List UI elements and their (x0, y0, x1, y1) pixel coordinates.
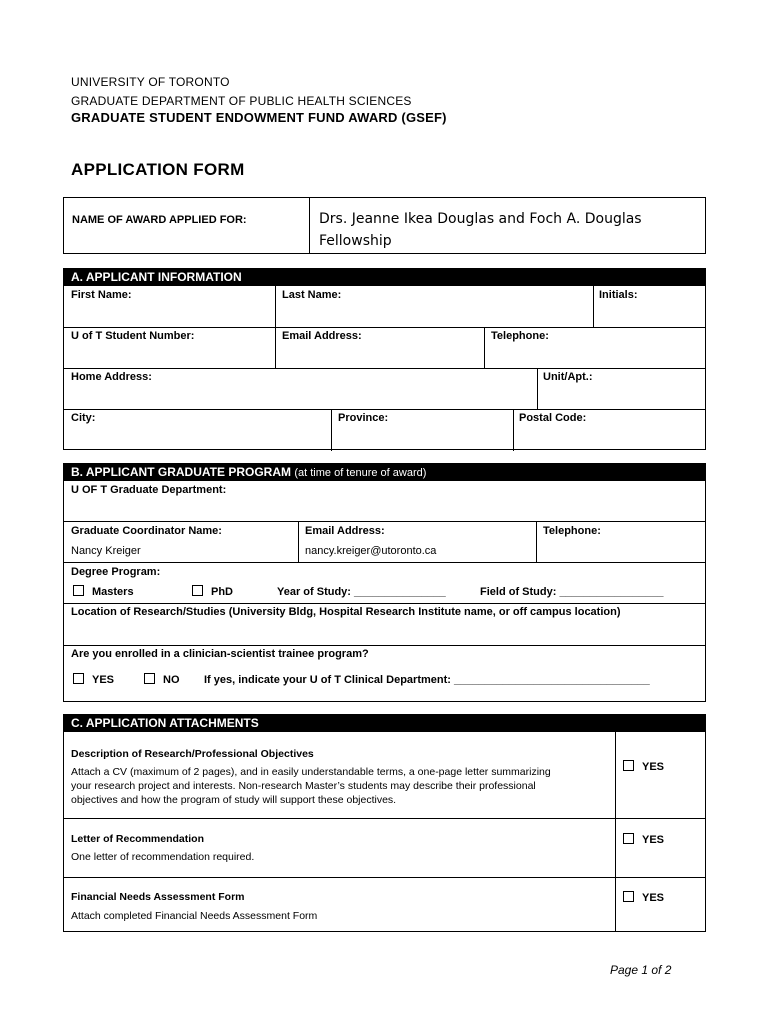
clinician-yes-checkbox[interactable] (73, 673, 84, 684)
divider (513, 409, 514, 451)
field-of-study-field[interactable]: Field of Study: _________________ (480, 586, 664, 598)
divider (64, 562, 705, 563)
clinician-no-label: NO (163, 674, 180, 686)
attachment-title: Description of Research/Professional Objectives (71, 748, 314, 760)
divider (64, 818, 705, 819)
section-applicant-information (63, 268, 706, 450)
divider (64, 603, 705, 604)
first-name-field[interactable]: First Name: (71, 289, 132, 301)
coordinator-telephone-field[interactable]: Telephone: (543, 525, 601, 537)
attachment-description-line: Attach a CV (maximum of 2 pages), and in easily understandable terms, a one-page letter summarizing (71, 766, 551, 778)
section-b-title-text: B. APPLICANT GRADUATE PROGRAM (71, 465, 291, 479)
attachment-description-line: your research project and interests. Non-research Master’s students may describe their professional (71, 780, 536, 792)
recommendation-yes-option[interactable] (623, 833, 664, 846)
department-name: GRADUATE DEPARTMENT OF PUBLIC HEALTH SCIENCES (71, 94, 412, 108)
divider (64, 368, 705, 369)
divider (64, 645, 705, 646)
degree-program-label: Degree Program: (71, 566, 161, 578)
masters-label: Masters (92, 586, 134, 598)
section-c-title: C. APPLICATION ATTACHMENTS (64, 715, 705, 732)
financial-needs-checkbox[interactable] (623, 891, 634, 902)
divider (537, 368, 538, 409)
attachment-title: Letter of Recommendation (71, 833, 205, 845)
clinician-yes-option[interactable] (73, 673, 114, 686)
last-name-field[interactable]: Last Name: (282, 289, 342, 301)
divider (298, 521, 299, 562)
clinician-no-option[interactable] (144, 673, 180, 686)
postal-code-field[interactable]: Postal Code: (519, 412, 587, 424)
attachment-description: One letter of recommendation required. (71, 851, 255, 863)
divider (275, 286, 276, 327)
telephone-field[interactable]: Telephone: (491, 330, 549, 342)
masters-option[interactable] (73, 585, 134, 598)
section-b-title-note: (at time of tenure of award) (294, 467, 427, 479)
yes-label: YES (642, 892, 665, 904)
coordinator-email-label: Email Address: (305, 525, 385, 537)
section-graduate-program (63, 463, 706, 702)
award-value[interactable]: Drs. Jeanne Ikea Douglas and Foch A. Douglas Fellowship (319, 211, 642, 249)
section-application-attachments (63, 714, 706, 932)
city-field[interactable]: City: (71, 412, 96, 424)
divider (64, 409, 705, 410)
clinician-yes-label: YES (92, 674, 115, 686)
divider (536, 521, 537, 562)
clinician-no-checkbox[interactable] (144, 673, 155, 684)
divider (484, 327, 485, 368)
section-a-title: A. APPLICANT INFORMATION (64, 269, 705, 286)
phd-label: PhD (211, 586, 233, 598)
university-name: UNIVERSITY OF TORONTO (71, 75, 230, 89)
divider (593, 286, 594, 327)
research-objectives-yes-option[interactable] (623, 760, 664, 773)
recommendation-checkbox[interactable] (623, 833, 634, 844)
email-field[interactable]: Email Address: (282, 330, 362, 342)
clinical-department-field[interactable]: If yes, indicate your U of T Clinical Department: ________________________________ (204, 674, 650, 686)
award-program-title: GRADUATE STUDENT ENDOWMENT FUND AWARD (GSEF) (71, 110, 447, 125)
yes-label: YES (642, 761, 665, 773)
divider (309, 198, 310, 253)
phd-checkbox[interactable] (192, 585, 203, 596)
student-number-field[interactable]: U of T Student Number: (71, 330, 195, 342)
award-name-box (63, 197, 706, 254)
financial-needs-yes-option[interactable] (623, 891, 664, 904)
phd-option[interactable] (192, 585, 233, 598)
page-number: Page 1 of 2 (610, 963, 672, 977)
unit-field[interactable]: Unit/Apt.: (543, 371, 593, 383)
research-objectives-checkbox[interactable] (623, 760, 634, 771)
divider (64, 877, 705, 878)
coordinator-email-value[interactable]: nancy.kreiger@utoronto.ca (305, 545, 437, 557)
yes-label: YES (642, 834, 665, 846)
research-location-field[interactable]: Location of Research/Studies (University Bldg, Hospital Research Institute name, or off campus location) (71, 606, 621, 618)
home-address-field[interactable]: Home Address: (71, 371, 152, 383)
section-b-title (64, 464, 705, 481)
divider (64, 521, 705, 522)
divider (331, 409, 332, 451)
masters-checkbox[interactable] (73, 585, 84, 596)
form-title: APPLICATION FORM (71, 160, 245, 179)
coordinator-name-value[interactable]: Nancy Kreiger (71, 545, 141, 557)
attachment-description: Attach completed Financial Needs Assessment Form (71, 910, 318, 922)
clinician-scientist-question: Are you enrolled in a clinician-scientist trainee program? (71, 648, 369, 660)
coordinator-name-label: Graduate Coordinator Name: (71, 525, 222, 537)
attachment-description-line: objectives and how the program of study will support these objectives. (71, 794, 397, 806)
award-label: NAME OF AWARD APPLIED FOR: (72, 214, 247, 226)
divider (275, 327, 276, 368)
divider (615, 732, 616, 931)
attachment-title: Financial Needs Assessment Form (71, 891, 245, 903)
year-of-study-field[interactable]: Year of Study: _______________ (277, 586, 446, 598)
graduate-department-field[interactable]: U OF T Graduate Department: (71, 484, 227, 496)
divider (64, 327, 705, 328)
province-field[interactable]: Province: (338, 412, 389, 424)
initials-field[interactable]: Initials: (599, 289, 638, 301)
attachment-description (71, 765, 551, 807)
